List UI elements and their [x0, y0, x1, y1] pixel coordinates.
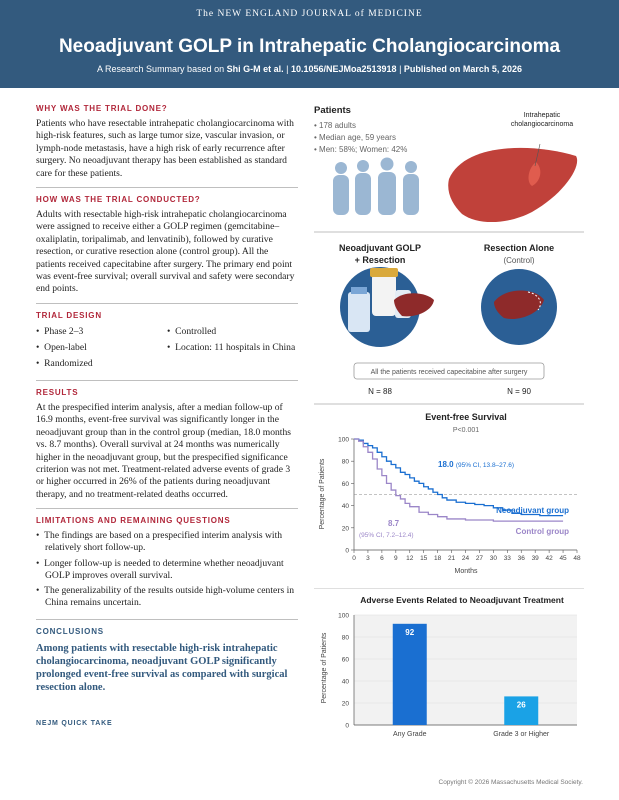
- ctrl-arm-title: Resection Alone: [483, 243, 555, 253]
- capecitabine-note: All the patients received capecitabine after surgery: [370, 369, 528, 376]
- chart-title: Event-free Survival: [425, 412, 507, 422]
- y-tick-label: 100: [338, 612, 349, 620]
- why-heading: WHY WAS THE TRIAL DONE?: [36, 104, 168, 113]
- ctrl-arm-icon: [481, 269, 557, 345]
- x-tick-label: 6: [380, 555, 384, 562]
- x-tick-label: 21: [447, 555, 456, 562]
- subtitle-prefix: A Research Summary based on: [97, 64, 225, 74]
- divider: [36, 187, 298, 188]
- x-tick-label: 27: [475, 555, 484, 562]
- bar-value-label: 92: [405, 627, 415, 637]
- list-item: • Randomized: [36, 357, 93, 369]
- y-axis-label: Percentage of Patients: [319, 458, 326, 530]
- x-tick-label: 30: [489, 555, 497, 562]
- x-axis-label: Months: [454, 568, 478, 575]
- divider: [36, 303, 298, 304]
- y-tick-label: 40: [341, 503, 349, 511]
- liver-label: Intrahepatic: [523, 112, 561, 119]
- right-column: [314, 104, 584, 738]
- liver-icon: [448, 144, 577, 222]
- patients-heading: Patients: [314, 105, 351, 116]
- limitations-heading: LIMITATIONS AND REMAINING QUESTIONS: [36, 516, 231, 526]
- subtitle-author[interactable]: Shi G-M et al.: [226, 64, 284, 74]
- y-tick-label: 100: [338, 436, 349, 444]
- event-free-survival-chart: [314, 409, 584, 579]
- patients-panel: [314, 104, 584, 409]
- results-text: At the prespecified interim analysis, after a median follow-up of 16.9 months, event-free survival was significantly longer in the neoadjuvant group than in the control group (median, 18.0 months vs. 8.7 months). Overall survival at 24 months was numerically higher in the neoadjuvant group, but the prespecified significance criterion was not met. Treatment-related adverse events of grade 3 or higher occurred in 26% of the patients during neoadjuvant therapy, and no treatment-related deaths occurred.: [36, 401, 291, 500]
- how-heading: HOW WAS THE TRIAL CONDUCTED?: [36, 195, 201, 205]
- list-item: • Location: 11 hospitals in China: [167, 341, 296, 353]
- subtitle-published: Published on March 5, 2026: [403, 64, 522, 74]
- list-item: • Phase 2–3: [36, 325, 84, 337]
- y-axis-label: Percentage of Patients: [321, 632, 328, 704]
- left-column: [36, 104, 298, 694]
- chart-title: Adverse Events Related to Neoadjuvant Treatment: [360, 595, 564, 605]
- category-label: Any Grade: [393, 731, 427, 738]
- y-tick-label: 60: [341, 656, 349, 664]
- neoadjuvant-curve: [354, 439, 563, 516]
- neo-arm-title: + Resection: [354, 255, 406, 265]
- y-tick-label: 20: [341, 525, 349, 533]
- why-text: Patients who have resectable intrahepatic cholangiocarcinoma with high-risk features, such as large tumor size, vascular invasion, or lymph-node metastasis, have a high risk of early recurrence after surgery. No neoadjuvant therapy has been established as standard care for these patients.: [36, 118, 294, 179]
- limitations-list: [36, 530, 298, 609]
- legend-ctrl: Control group: [515, 527, 569, 536]
- page-title: Neoadjuvant GOLP in Intrahepatic Cholangiocarcinoma: [58, 36, 561, 57]
- subtitle: A Research Summary based on Shi G-M et al. | 10.1056/NEJMoa2513918 | Published on March 5, 2026: [97, 64, 522, 74]
- adverse-events-chart: [314, 588, 584, 748]
- x-tick-label: 0: [352, 555, 356, 562]
- patients-item: • 178 adults: [314, 121, 356, 130]
- design-heading: TRIAL DESIGN: [36, 310, 102, 320]
- x-tick-label: 15: [420, 555, 428, 562]
- x-tick-label: 39: [531, 555, 539, 562]
- x-tick-label: 18: [434, 555, 442, 562]
- ctrl-n: N = 90: [507, 387, 531, 396]
- y-tick-label: 80: [341, 458, 349, 466]
- neo-arm-title: Neoadjuvant GOLP: [338, 243, 422, 253]
- list-item: • Longer follow-up is needed to determine whether neoadjuvant GOLP improves overall survival.: [36, 557, 284, 581]
- chart-subtitle: P<0.001: [452, 427, 480, 434]
- conclusions-text: Among patients with resectable high-risk intrahepatic cholangiocarcinoma, neoadjuvant GOLP significantly prolonged event-free survival as compared with surgical resection alone.: [36, 643, 288, 694]
- y-tick-label: 60: [341, 480, 349, 488]
- people-icon: [333, 158, 419, 216]
- conclusions-heading: CONCLUSIONS: [36, 627, 104, 637]
- x-tick-label: 42: [545, 555, 553, 562]
- quick-take-link[interactable]: NEJM QUICK TAKE: [36, 720, 113, 727]
- y-tick-label: 40: [341, 678, 349, 686]
- patients-item: • Men: 58%; Women: 42%: [314, 145, 408, 154]
- bar: [393, 624, 427, 725]
- x-tick-label: 9: [394, 555, 398, 562]
- copyright: Copyright © 2026 Massachusetts Medical Society.: [438, 779, 583, 786]
- x-tick-label: 12: [406, 555, 414, 562]
- neo-n: N = 88: [368, 387, 392, 396]
- ctrl-median-label: 8.7: [388, 519, 400, 528]
- bar-value-label: 26: [516, 700, 526, 710]
- results-heading: RESULTS: [36, 387, 79, 397]
- list-item: • Open-label: [36, 341, 87, 353]
- x-tick-label: 33: [503, 555, 511, 562]
- divider: [36, 619, 298, 620]
- category-label: Grade 3 or Higher: [493, 731, 550, 738]
- divider: [36, 508, 298, 509]
- plot-area: [354, 615, 577, 725]
- design-list: [36, 325, 298, 373]
- header: [0, 0, 619, 88]
- y-tick-label: 0: [345, 547, 349, 555]
- list-item: • The generalizability of the results outside high-volume centers in China remains uncertain.: [36, 584, 295, 609]
- x-tick-label: 3: [366, 555, 370, 562]
- journal-name: The NEW ENGLAND JOURNAL of MEDICINE: [196, 9, 423, 19]
- y-tick-label: 20: [341, 700, 349, 708]
- list-item: • The findings are based on a prespecified interim analysis with relatively short follow-up.: [36, 530, 283, 554]
- x-tick-label: 36: [517, 555, 525, 562]
- x-tick-label: 45: [559, 555, 567, 562]
- neo-arm-icon: [340, 267, 434, 347]
- patients-item: • Median age, 59 years: [314, 133, 396, 142]
- ctrl-arm-subtitle: (Control): [503, 256, 535, 265]
- y-tick-label: 80: [341, 634, 349, 642]
- divider: [36, 380, 298, 381]
- list-item: • Controlled: [167, 325, 217, 337]
- legend-neo: Neoadjuvant group: [496, 506, 569, 515]
- subtitle-doi[interactable]: 10.1056/NEJMoa2513918: [290, 64, 397, 74]
- how-text: Adults with resectable high-risk intrahepatic cholangiocarcinoma were assigned to receive either a GOLP regimen (gemcitabine–oxaliplatin, toripalimab, and lenvatinib), followed by curative resection, or curative resection alone (control group). All the patients received capecitabine after surgery. The primary end point was event-free survival; overall survival and safety were secondary end points.: [36, 209, 295, 295]
- y-tick-label: 0: [345, 722, 349, 730]
- liver-label: cholangiocarcinoma: [510, 121, 574, 128]
- ctrl-median-ci: (95% CI, 7.2–12.4): [359, 532, 414, 539]
- x-tick-label: 48: [573, 555, 581, 562]
- neo-median-label: 18.0 (95% CI, 13.8–27.6): [438, 460, 514, 469]
- x-tick-label: 24: [461, 555, 470, 562]
